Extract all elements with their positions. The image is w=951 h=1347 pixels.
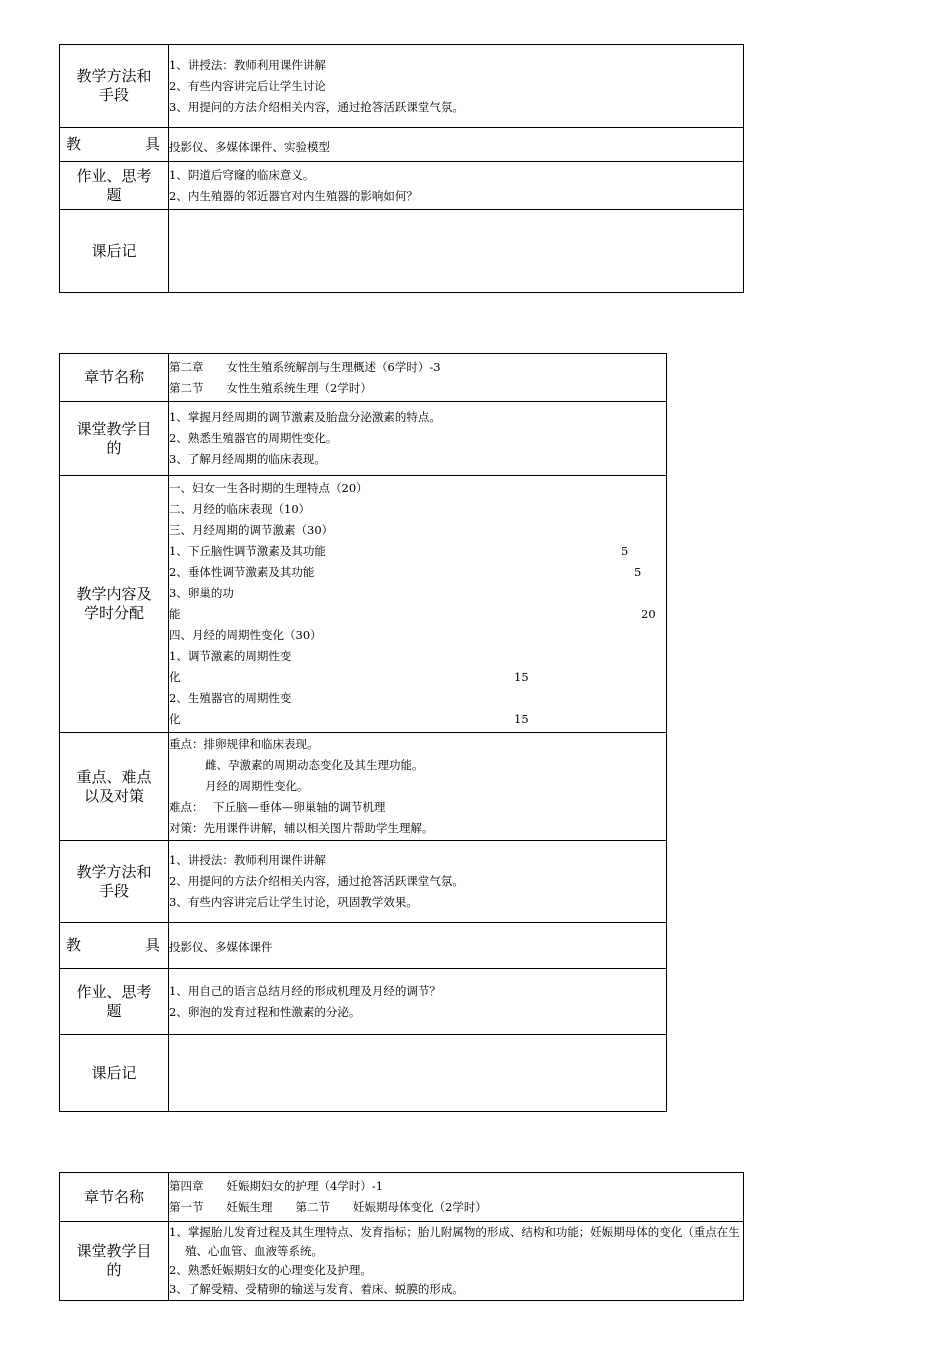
content-line: 第一节 妊娠生理 第二节 妊娠期母体变化（2学时）	[169, 1200, 487, 1214]
content-line: 2、生殖器官的周期性变	[169, 691, 292, 705]
chapter-row	[60, 354, 667, 402]
row-label: 作业、思考题	[60, 162, 169, 210]
hours-value: 15	[514, 712, 529, 726]
chapter-content	[169, 354, 667, 402]
lesson-table-2	[59, 353, 667, 1112]
content-row	[60, 476, 667, 733]
content-line: 四、月经的周期性变化（30）	[169, 628, 322, 642]
content-line: 2、卵泡的发育过程和性激素的分泌。	[169, 1004, 361, 1019]
content-line: 2、垂体性调节激素及其功能 5	[169, 562, 666, 583]
content-line: 1、调节激素的周期性变	[169, 649, 292, 663]
hours-value: 20	[641, 607, 656, 621]
row-label: 章节名称	[60, 354, 169, 402]
lesson-table-1	[59, 44, 744, 293]
content-line: 二、月经的临床表现（10）	[169, 502, 311, 516]
content-line: 2、有些内容讲完后让学生讨论	[169, 78, 326, 93]
tools-content	[169, 923, 667, 969]
content-line: 3、用提问的方法介绍相关内容，通过抢答活跃课堂气氛。	[169, 99, 464, 114]
hours-value: 5	[634, 565, 642, 579]
row-label: 教学方法和手段	[60, 45, 169, 128]
methods-content	[169, 841, 667, 923]
content-allocation	[169, 476, 667, 733]
content-line: 第二章 女性生殖系统解剖与生理概述（6学时）-3	[169, 359, 441, 374]
content-line: 2、熟悉生殖器官的周期性变化。	[169, 431, 338, 445]
content-line: 1、掌握月经周期的调节激素及胎盘分泌激素的特点。	[169, 410, 441, 424]
row-label: 重点、难点以及对策	[60, 733, 169, 841]
row-label: 教学方法和手段	[60, 841, 169, 923]
goals-content	[169, 402, 667, 476]
methods-row	[60, 45, 744, 128]
content-line: 3、了解月经周期的临床表现。	[169, 452, 326, 466]
content-line: 雌、孕激素的周期动态变化及其生理功能。	[205, 758, 424, 772]
methods-content	[169, 45, 744, 128]
tools-row	[60, 923, 667, 969]
content-line: 重点：排卵规律和临床表现。	[169, 737, 319, 751]
row-label: 课堂教学目的	[60, 402, 169, 476]
row-label: 教学内容及学时分配	[60, 476, 169, 733]
methods-row	[60, 841, 667, 923]
content-line: 化 15	[169, 709, 666, 730]
notes-row	[60, 1035, 667, 1112]
notes-content	[169, 210, 744, 293]
tools-content	[169, 128, 744, 162]
row-label: 课后记	[60, 1035, 169, 1112]
goals-row	[60, 1222, 744, 1301]
content-line: 3、卵巢的功	[169, 586, 234, 600]
row-label: 章节名称	[60, 1173, 169, 1222]
content-line: 2、用提问的方法介绍相关内容，通过抢答活跃课堂气氛。	[169, 874, 464, 888]
content-line: 1、讲授法：教师利用课件讲解	[169, 853, 326, 867]
content-line: 1、讲授法：教师利用课件讲解	[169, 57, 326, 72]
content-line: 1、下丘脑性调节激素及其功能 5	[169, 541, 666, 562]
homework-content	[169, 969, 667, 1035]
row-label: 课堂教学目的	[60, 1222, 169, 1301]
content-line: 第四章 妊娠期妇女的护理（4学时）-1	[169, 1179, 384, 1193]
content-line: 三、月经周期的调节激素（30）	[169, 523, 334, 537]
row-label: 作业、思考题	[60, 969, 169, 1035]
content-line: 投影仪、多媒体课件	[169, 940, 273, 954]
lesson-table-3	[59, 1172, 744, 1301]
hours-value: 5	[621, 544, 629, 558]
notes-row	[60, 210, 744, 293]
notes-content	[169, 1035, 667, 1112]
content-line: 化 15	[169, 667, 666, 688]
content-line: 一、妇女一生各时期的生理特点（20）	[169, 481, 368, 495]
key-points-content	[169, 733, 667, 841]
content-line: 月经的周期性变化。	[205, 779, 309, 793]
homework-row	[60, 969, 667, 1035]
hours-value: 15	[514, 670, 529, 684]
content-line: 能 20	[169, 604, 666, 625]
content-line: 对策：先用课件讲解，辅以相关图片帮助学生理解。	[169, 821, 434, 835]
row-label: 教 具	[60, 128, 169, 162]
chapter-row	[60, 1173, 744, 1222]
content-line: 1、掌握胎儿发育过程及其生理特点、发育指标；胎儿附属物的形成、结构和功能；妊娠期母体的变化（重点在生殖、心血管、血液等系统。	[169, 1225, 740, 1258]
row-label: 教 具	[60, 923, 169, 969]
homework-row	[60, 162, 744, 210]
content-line: 难点： 下丘脑—垂体—卵巢轴的调节机理	[169, 800, 386, 814]
content-line: 1、用自己的语言总结月经的形成机理及月经的调节？	[169, 983, 441, 998]
content-line: 3、有些内容讲完后让学生讨论，巩固教学效果。	[169, 895, 418, 909]
row-label: 课后记	[60, 210, 169, 293]
content-line: 1、阴道后穹窿的临床意义。	[169, 167, 315, 182]
content-line: 2、内生殖器的邻近器官对内生殖器的影响如何？	[169, 188, 418, 203]
chapter-content	[169, 1173, 744, 1222]
content-line: 投影仪、多媒体课件、实验模型	[169, 140, 330, 154]
key-points-row	[60, 733, 667, 841]
homework-content	[169, 162, 744, 210]
content-line: 第二节 女性生殖系统生理（2学时）	[169, 380, 372, 395]
goals-content	[169, 1222, 744, 1301]
content-line: 3、了解受精、受精卵的输送与发育、着床、蜕膜的形成。	[169, 1282, 464, 1296]
content-line: 2、熟悉妊娠期妇女的心理变化及护理。	[169, 1263, 372, 1277]
tools-row	[60, 128, 744, 162]
goals-row	[60, 402, 667, 476]
